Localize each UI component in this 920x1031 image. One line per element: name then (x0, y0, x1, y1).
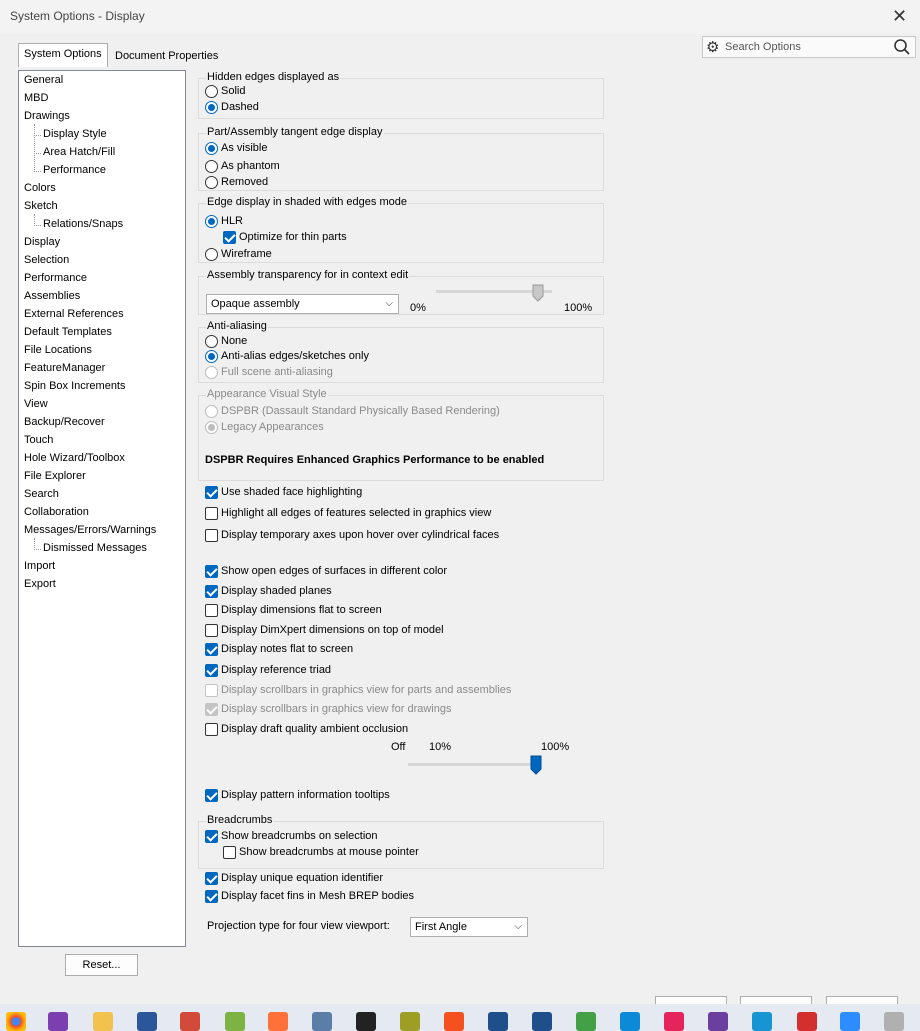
tree-item-featuremanager[interactable]: FeatureManager (24, 362, 106, 374)
radio-label: HLR (221, 215, 244, 227)
checkbox-dimxpert[interactable] (205, 624, 218, 637)
checkbox-label: Display notes flat to screen (221, 643, 354, 655)
tree-item-drawings[interactable]: Drawings (24, 110, 70, 122)
radio-wireframe[interactable] (205, 248, 218, 261)
checkbox-dims-flat[interactable] (205, 604, 218, 617)
checkbox-label: Display shaded planes (221, 585, 332, 597)
radio-dashed[interactable] (205, 101, 218, 114)
radio-label: Anti-alias edges/sketches only (221, 350, 369, 362)
window-title: System Options - Display (10, 9, 145, 23)
tree-item-messages[interactable]: Messages/Errors/Warnings (24, 524, 157, 536)
checkbox-label: Optimize for thin parts (239, 231, 347, 243)
creative-cloud-icon[interactable] (664, 1012, 684, 1031)
checkbox-facet-fins[interactable] (205, 890, 218, 903)
checkbox-label: Display unique equation identifier (221, 872, 384, 884)
tree-connector (34, 124, 35, 172)
radio-aa-none[interactable] (205, 335, 218, 348)
tree-item-drawings-performance[interactable]: Performance (43, 164, 106, 176)
radio-label: Wireframe (221, 248, 272, 260)
radio-label: None (221, 335, 248, 347)
radio-aa-edges[interactable] (205, 350, 218, 363)
checkbox-highlight-edges[interactable] (205, 507, 218, 520)
tree-item-spin-box[interactable]: Spin Box Increments (24, 380, 126, 392)
radio-removed[interactable] (205, 176, 218, 189)
tree-item-colors[interactable]: Colors (24, 182, 56, 194)
checkbox-label: Display pattern information tooltips (221, 789, 390, 801)
checkbox-equation-id[interactable] (205, 872, 218, 885)
tree-connector (34, 225, 41, 226)
firefox-icon[interactable] (268, 1012, 288, 1031)
app-icon[interactable] (444, 1012, 464, 1031)
word-icon[interactable] (137, 1012, 157, 1031)
tree-connector (34, 171, 41, 172)
tree-item-display-style[interactable]: Display Style (43, 128, 107, 140)
search-box[interactable] (702, 36, 916, 58)
checkbox-label: Display scrollbars in graphics view for drawings (221, 703, 452, 715)
app-icon[interactable] (532, 1012, 552, 1031)
edge-icon[interactable] (620, 1012, 640, 1031)
radio-label: Dashed (221, 101, 259, 113)
radio-hlr[interactable] (205, 215, 218, 228)
close-icon[interactable]: ✕ (892, 6, 908, 26)
tree-connector (34, 549, 41, 550)
tree-item-touch[interactable]: Touch (24, 434, 54, 446)
checkbox-label: Display DimXpert dimensions on top of model (221, 624, 444, 636)
checkbox-temp-axes[interactable] (205, 529, 218, 542)
tree-item-selection[interactable]: Selection (24, 254, 70, 266)
visual-studio-icon[interactable] (708, 1012, 728, 1031)
tree-item-search[interactable]: Search (24, 488, 59, 500)
dropdown-value: First Angle (415, 921, 467, 933)
group-title: Hidden edges displayed as (207, 71, 340, 83)
chevron-down-icon: ⌵ (514, 921, 522, 932)
radio-label: Solid (221, 85, 246, 97)
group-breadcrumbs (198, 821, 604, 869)
file-explorer-icon[interactable] (93, 1012, 113, 1031)
checkbox-breadcrumbs-pointer[interactable] (223, 846, 236, 859)
terminal-icon[interactable] (356, 1012, 376, 1031)
checkbox-shaded-face[interactable] (205, 486, 218, 499)
tree-item-dismissed[interactable]: Dismissed Messages (43, 542, 147, 554)
app-icon[interactable] (752, 1012, 772, 1031)
checkbox-draft-ao[interactable] (205, 723, 218, 736)
tab-document-properties[interactable]: Document Properties (115, 50, 219, 62)
radio-label: Legacy Appearances (221, 421, 324, 433)
tree-item-file-explorer[interactable]: File Explorer (24, 470, 86, 482)
radio-aa-full[interactable] (205, 366, 218, 379)
group-title: Appearance Visual Style (207, 388, 327, 400)
chrome-icon[interactable] (6, 1012, 26, 1031)
group-title: Part/Assembly tangent edge display (207, 126, 383, 138)
checkbox-open-edges[interactable] (205, 565, 218, 578)
app-icon[interactable] (225, 1012, 245, 1031)
checkbox-notes-flat[interactable] (205, 643, 218, 656)
radio-solid[interactable] (205, 85, 218, 98)
checkbox-label: Show open edges of surfaces in different color (221, 565, 448, 577)
radio-label: Removed (221, 176, 269, 188)
radio-legacy[interactable] (205, 421, 218, 434)
tree-item-general[interactable]: General (24, 74, 64, 86)
tree-item-external-references[interactable]: External References (24, 308, 124, 320)
tab-system-options[interactable]: System Options (18, 43, 108, 67)
checkbox-label: Display dimensions flat to screen (221, 604, 382, 616)
radio-as-visible[interactable] (205, 142, 218, 155)
tree-item-display[interactable]: Display (24, 236, 61, 248)
group-title: Anti-aliasing (207, 320, 267, 332)
checkbox-ref-triad[interactable] (205, 664, 218, 677)
checkbox-label: Use shaded face highlighting (221, 486, 363, 498)
chevron-down-icon: ⌵ (385, 298, 393, 309)
app-icon[interactable] (884, 1012, 904, 1031)
tree-item-export[interactable]: Export (24, 578, 56, 590)
acrobat-icon[interactable] (797, 1012, 817, 1031)
tree-item-backup[interactable]: Backup/Recover (24, 416, 105, 428)
options-tree (18, 70, 186, 947)
checkbox-label: Display scrollbars in graphics view for parts and assemblies (221, 684, 512, 696)
zoom-icon[interactable] (840, 1012, 860, 1031)
checkbox-scroll-drawings[interactable] (205, 703, 218, 716)
radio-label: As phantom (221, 160, 280, 172)
group-title: Assembly transparency for in context edit (207, 269, 409, 281)
group-title: Edge display in shaded with edges mode (207, 196, 407, 208)
occlusion-slider-thumb[interactable] (530, 755, 540, 771)
notepad-icon[interactable] (400, 1012, 420, 1031)
occlusion-slider-track[interactable] (408, 763, 541, 766)
occlusion-off-label: Off (391, 741, 406, 753)
group-title: Breadcrumbs (207, 814, 273, 826)
tree-item-collaboration[interactable]: Collaboration (24, 506, 89, 518)
app-icon[interactable] (488, 1012, 508, 1031)
dropdown-value: Opaque assembly (211, 298, 300, 310)
tree-item-sketch[interactable]: Sketch (24, 200, 58, 212)
tree-connector (34, 135, 41, 136)
transparency-dropdown[interactable] (206, 294, 399, 314)
transparency-slider-thumb[interactable] (532, 284, 542, 300)
slider-max-label: 100% (564, 302, 593, 314)
dspbr-note: DSPBR Requires Enhanced Graphics Performance to be enabled (205, 454, 545, 466)
visual-studio-icon[interactable] (48, 1012, 68, 1031)
checkbox-pattern-tooltips[interactable] (205, 789, 218, 802)
slider-min-label: 0% (410, 302, 426, 314)
tree-item-view[interactable]: View (24, 398, 48, 410)
tree-item-import[interactable]: Import (24, 560, 56, 572)
radio-as-phantom[interactable] (205, 160, 218, 173)
checkbox-label: Display draft quality ambient occlusion (221, 723, 409, 735)
checkbox-label: Display reference triad (221, 664, 332, 676)
search-icon[interactable] (893, 38, 911, 59)
checkbox-scroll-parts[interactable] (205, 684, 218, 697)
gear-icon[interactable]: ⚙ (706, 39, 720, 56)
checkbox-shaded-planes[interactable] (205, 585, 218, 598)
radio-label: DSPBR (Dassault Standard Physically Based Rendering) (221, 405, 500, 417)
projection-label: Projection type for four view viewport: (207, 920, 390, 932)
app-icon[interactable] (576, 1012, 596, 1031)
tree-item-performance[interactable]: Performance (24, 272, 87, 284)
tree-connector (34, 153, 41, 154)
reset-button[interactable]: Reset... (65, 954, 138, 976)
radio-label: As visible (221, 142, 268, 154)
tree-item-relations[interactable]: Relations/Snaps (43, 218, 124, 230)
checkbox-label: Highlight all edges of features selected in graphics view (221, 507, 492, 519)
radio-dspbr[interactable] (205, 405, 218, 418)
checkbox-label: Display facet fins in Mesh BREP bodies (221, 890, 414, 902)
checkbox-breadcrumbs-selection[interactable] (205, 830, 218, 843)
checkbox-label: Display temporary axes upon hover over cylindrical faces (221, 529, 500, 541)
tree-item-mbd[interactable]: MBD (24, 92, 49, 104)
occlusion-10-label: 10% (429, 741, 452, 753)
projection-dropdown[interactable] (410, 917, 528, 937)
search-placeholder: Search Options (725, 41, 801, 53)
radio-label: Full scene anti-aliasing (221, 366, 333, 378)
occlusion-100-label: 100% (541, 741, 570, 753)
app-icon[interactable] (312, 1012, 332, 1031)
tree-item-area-hatch[interactable]: Area Hatch/Fill (43, 146, 116, 158)
snipping-icon[interactable] (180, 1012, 200, 1031)
tree-item-hole-wizard[interactable]: Hole Wizard/Toolbox (24, 452, 125, 464)
checkbox-optimize-thin-parts[interactable] (223, 231, 236, 244)
tree-item-assemblies[interactable]: Assemblies (24, 290, 81, 302)
checkbox-label: Show breadcrumbs on selection (221, 830, 378, 842)
tree-item-default-templates[interactable]: Default Templates (24, 326, 112, 338)
checkbox-label: Show breadcrumbs at mouse pointer (239, 846, 419, 858)
tree-item-file-locations[interactable]: File Locations (24, 344, 92, 356)
